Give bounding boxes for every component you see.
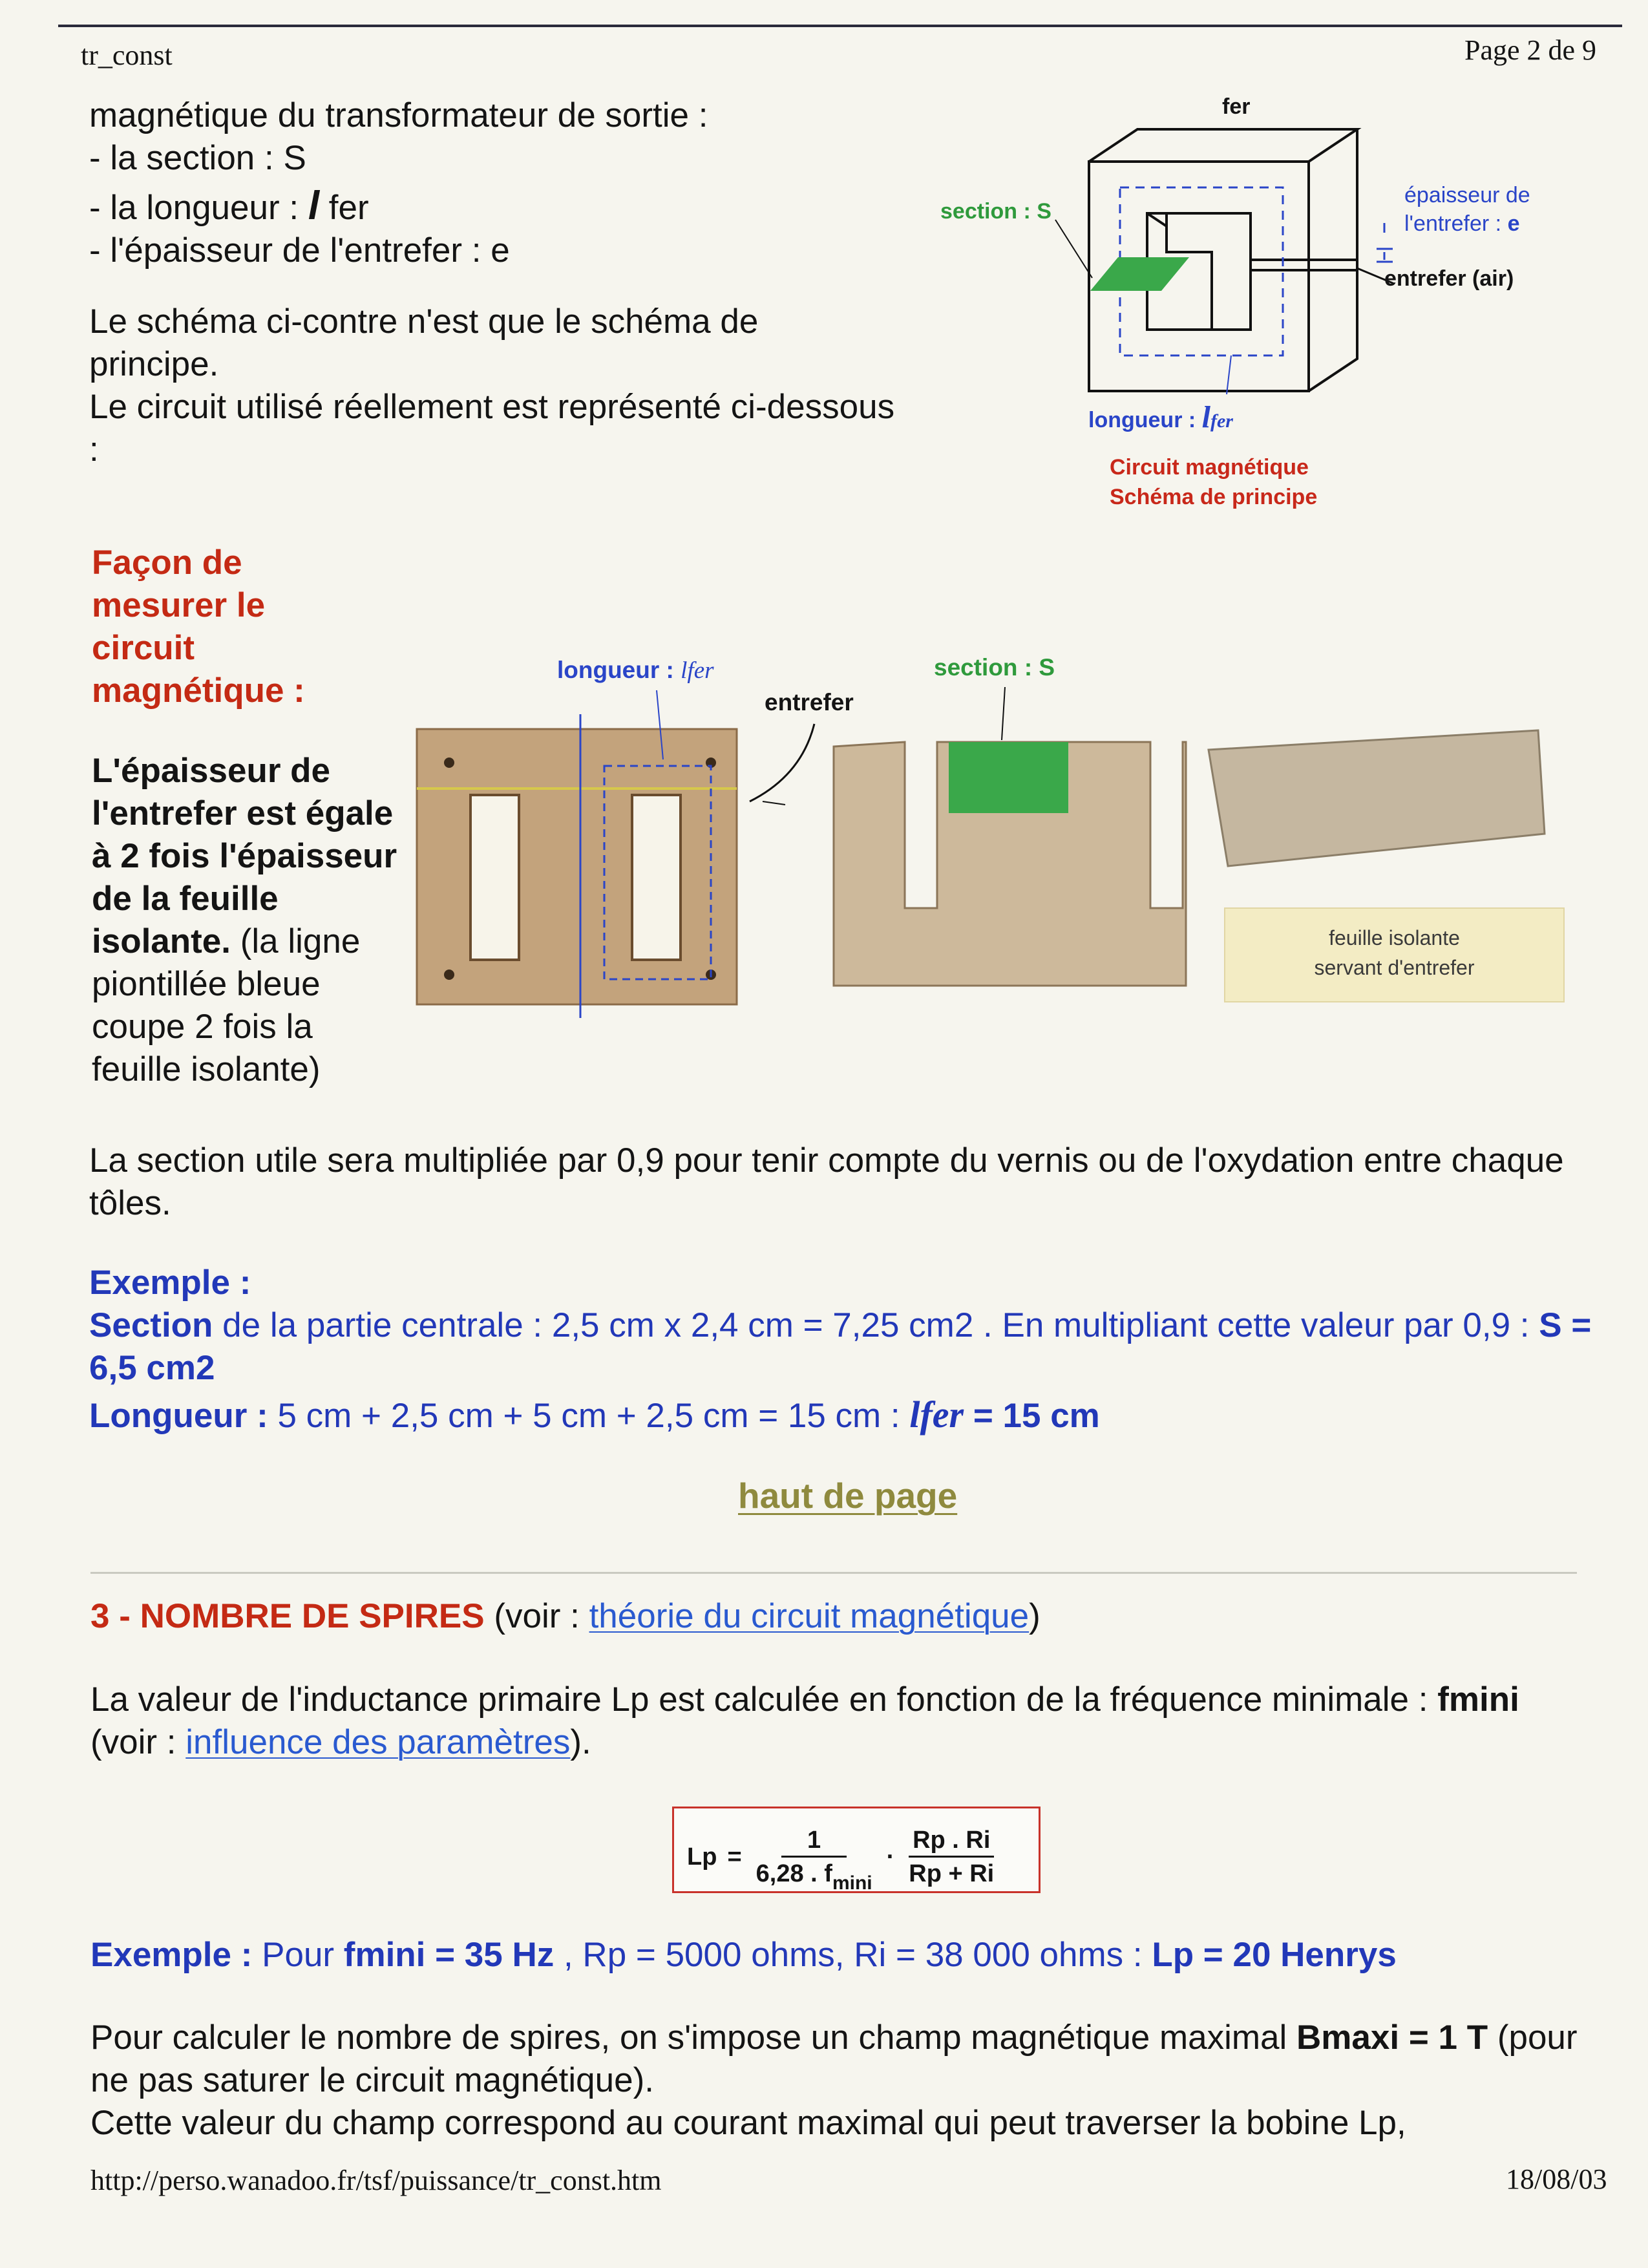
photo-longueur-text: longueur : [557, 657, 681, 683]
intro-line-4: - l'épaisseur de l'entrefer : e [89, 231, 510, 270]
section-3-voir: (voir : [484, 1597, 589, 1635]
section-note: La section utile sera multipliée par 0,9 pour tenir compte du vernis ou de l'oxydation entre chaque tôles. [89, 1141, 1564, 1222]
measure-title: Façon de mesurer le circuit magnétique : [92, 544, 305, 710]
section-3-paragraph [90, 1679, 1590, 1764]
longueur-subscript: fer [1210, 410, 1233, 432]
example-1-heading: Exemple : [89, 1264, 251, 1302]
fraction-2-denominator: Rp + Ri [909, 1860, 995, 1887]
example-1-section [89, 1304, 1601, 1390]
intro-block [89, 94, 897, 471]
epaisseur-line-1: épaisseur de [1404, 183, 1530, 207]
photo-longueur-symbol: lfer [681, 657, 714, 684]
example-2-label: Exemple : [90, 1936, 253, 1974]
example-1-longueur [89, 1394, 1601, 1437]
footer-url: http://perso.wanadoo.fr/tsf/puissance/tr_const.htm [90, 2165, 662, 2196]
measure-bold-text: L'épaisseur de l'entrefer est égale à 2 fois l'épaisseur de la feuille isolante. [92, 752, 397, 960]
example-1 [89, 1262, 1601, 1437]
intro-line-3-fer: fer [319, 189, 369, 227]
formula-row [687, 1827, 998, 1894]
influence-link[interactable]: influence des paramètres [185, 1723, 571, 1761]
fer-label: fer [1222, 94, 1251, 119]
den-subscript: mini [832, 1872, 872, 1894]
intro-line-3 [89, 185, 897, 229]
caption-line-1: Circuit magnétique [1110, 455, 1309, 480]
example-2-lp: Lp = 20 Henrys [1152, 1936, 1397, 1974]
example-section-label: Section [89, 1306, 213, 1344]
formula-box [672, 1807, 1041, 1893]
example-2-text-2: , Rp = 5000 ohms, Ri = 38 000 ohms : [554, 1936, 1152, 1974]
top-rule [58, 25, 1622, 27]
sheet-label-line-1: feuille isolante [1329, 926, 1460, 949]
section-highlight [949, 742, 1068, 813]
measure-explanation [92, 750, 408, 1091]
example-2 [90, 1934, 1603, 1977]
intro-para-3: Le circuit utilisé réellement est représenté ci-dessous : [89, 388, 895, 469]
measure-normal-text: (la ligne piontillée bleue coupe 2 fois la feuille isolante) [92, 922, 361, 1088]
i-piece [1209, 730, 1545, 866]
example-longueur-text: 5 cm + 2,5 cm + 5 cm + 2,5 cm = 15 cm : [268, 1397, 910, 1435]
header-filename: tr_const [81, 39, 173, 71]
example-longueur-label: Longueur : [89, 1397, 268, 1435]
sheet-label-line-2: servant d'entrefer [1314, 956, 1475, 979]
final-text-a: Pour calculer le nombre de spires, on s'impose un champ magnétique maximal [90, 2019, 1297, 2057]
fraction-2-numerator: Rp . Ri [909, 1827, 994, 1858]
formula-lhs: Lp [687, 1843, 717, 1871]
para-end: ). [570, 1723, 591, 1761]
section-3-heading [90, 1595, 1603, 1638]
example-lfer-symbol: lfer [909, 1394, 964, 1436]
formula-fraction-2 [905, 1827, 998, 1888]
theorie-link[interactable]: théorie du circuit magnétique [589, 1597, 1030, 1635]
photo-entrefer-label: entrefer [765, 689, 854, 715]
entrefer-air-label: entrefer (air) [1384, 266, 1514, 291]
example-longueur-result: = 15 cm [964, 1397, 1100, 1435]
section-area [1090, 257, 1189, 291]
formula-dot: · [886, 1843, 895, 1871]
footer-date: 18/08/03 [1506, 2163, 1607, 2195]
example-2-text-1: Pour [252, 1936, 344, 1974]
diagram-caption [1110, 452, 1317, 512]
section-separator [90, 1572, 1577, 1574]
l-symbol: l [308, 184, 320, 228]
inductance-text: La valeur de l'inductance primaire Lp est calculée en fonction de la fréquence minimale : [90, 1680, 1438, 1719]
intro-para-2: Le schéma ci-contre n'est que le schéma de principe. [89, 302, 759, 383]
core-window-left [470, 795, 519, 960]
photo-section-label: section : S [934, 654, 1055, 681]
formula-equals: = [727, 1843, 742, 1871]
final-paragraph [90, 2017, 1603, 2145]
fraction-1-numerator: 1 [781, 1827, 847, 1858]
epaisseur-line-2 [1404, 209, 1530, 238]
den-text: 6,28 . f [755, 1860, 832, 1887]
epaisseur-label [1404, 181, 1530, 238]
bmaxi-bold: Bmaxi = 1 T [1296, 2019, 1488, 2057]
example-2-fmini: fmini = 35 Hz [343, 1936, 555, 1974]
core-window-right [632, 795, 681, 960]
sheet-label [1225, 923, 1564, 982]
haut-de-page-link[interactable]: haut de page [738, 1476, 958, 1516]
epaisseur-symbol: e [1507, 211, 1520, 236]
example-section-text: de la partie centrale : 2,5 cm x 2,4 cm = 7,25 cm2 . En multipliant cette valeur par 0,9 : [213, 1306, 1539, 1344]
caption-line-2: Schéma de principe [1110, 485, 1318, 509]
longueur-text: longueur : [1088, 408, 1202, 432]
magnetic-circuit-diagram [918, 90, 1635, 517]
formula-fraction-1 [752, 1827, 876, 1894]
epaisseur-text: l'entrefer : [1404, 211, 1508, 236]
section-3-close: ) [1029, 1597, 1041, 1635]
intro-line-2: - la section : S [89, 139, 306, 177]
intro-line-3-label: - la longueur : [89, 189, 308, 227]
section-3-title: 3 - NOMBRE DE SPIRES [90, 1597, 485, 1635]
voir-text: (voir : [90, 1723, 186, 1761]
section-label: section : S [940, 199, 1051, 224]
core-photos [414, 646, 1577, 1034]
fraction-1-denominator [752, 1858, 876, 1894]
intro-line-1: magnétique du transformateur de sortie : [89, 96, 708, 134]
final-text-d: Cette valeur du champ correspond au courant maximal qui peut traverser la bobine Lp, [90, 2104, 1406, 2142]
example-section-result: S = 6,5 cm2 [89, 1306, 1592, 1387]
ei-core [417, 729, 737, 1004]
longueur-label [1088, 399, 1233, 435]
final-text-c: (pour ne pas saturer le circuit magnétique). [90, 2019, 1578, 2099]
longueur-symbol: l [1201, 400, 1210, 434]
photo-longueur-label [557, 657, 714, 684]
fmini-bold: fmini [1437, 1680, 1519, 1719]
header-page: Page 2 de 9 [1464, 34, 1597, 66]
